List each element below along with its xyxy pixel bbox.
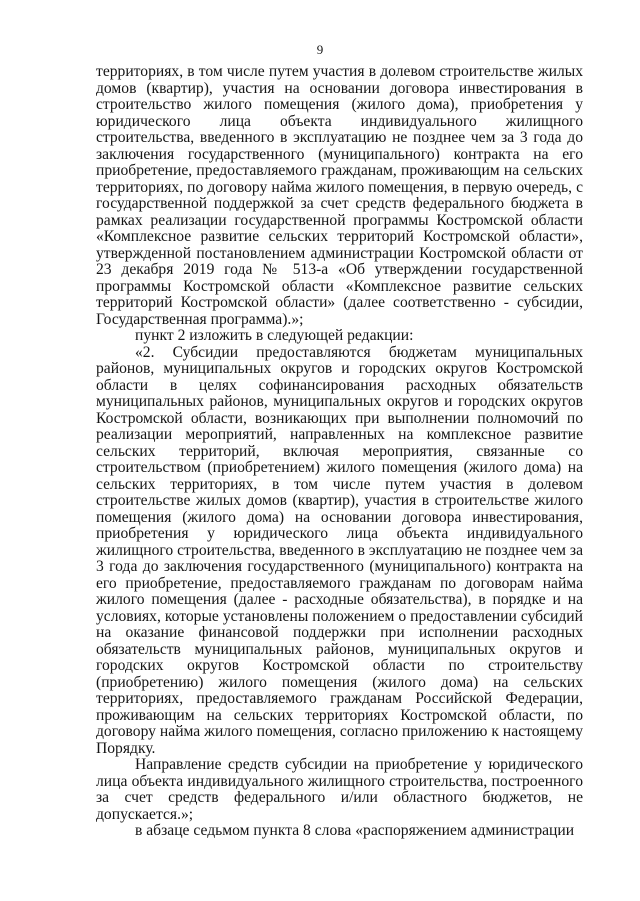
paragraph-continuation: территориях, в том числе путем участия в долевом строительстве жилых домов (квартир), участия на основании договора инвестирования в строительство жилого помещения (жилого дома), приобретения у юридического лица объекта индивидуального жилищного строительства, введенного в эксплуатацию не позднее чем за 3 года до заключения государственного (муниципального) контракта на его приобретение, предоставляемого гражданам, проживающим на сельских территориях, по договору найма жилого помещения, в первую очередь, с государственной поддержкой за счет средств федерального бюджета в рамках реализации государственной программы Костромской области «Комплексное развитие сельских территорий Костромской области», утвержденной постановлением администрации Костромской области от 23 декабря 2019 года № 513-а «Об утверждении государственной программы Костромской области «Комплексное развитие сельских территорий Костромской области» (далее соответственно - субсидии, Государственная программа).»; (96, 63, 583, 328)
document-body (96, 64, 583, 840)
paragraph-amendment-point-2: пункт 2 изложить в следующей редакции: (135, 327, 414, 344)
paragraph-amendment-point-8: в абзаце седьмом пункта 8 слова «распоряжением администрации (135, 822, 575, 839)
page-number: 9 (316, 42, 324, 57)
paragraph-subsidy-restriction: Направление средств субсидии на приобретение у юридического лица объекта индивидуального жилищного строительства, построенного за счет средств федерального и/или областного бюджетов, не допускается.»; (96, 756, 583, 823)
paragraph-new-point-2: «2. Субсидии предоставляются бюджетам муниципальных районов, муниципальных округов и городских округов Костромской области в целях софинансирования расходных обязательств муниципальных районов, муниципальных округов и городских округов Костромской области, возникающих при выполнении полномочий по реализации мероприятий, направленных на комплексное развитие сельских территорий, включая мероприятия, связанные со строительством (приобретением) жилого помещения (жилого дома) на сельских территориях, в том числе путем участия в долевом строительстве жилых домов (квартир), участия в строительстве жилого помещения (жилого дома) на основании договора инвестирования, приобретения у юридического лица объекта индивидуального жилищного строительства, введенного в эксплуатацию не позднее чем за 3 года до заключения государственного (муниципального) контракта на его приобретение, предоставляемого гражданам по договорам найма жилого помещения (далее - расходные обязательства), в порядке и на условиях, которые установлены положением о предоставлении субсидий на оказание финансовой поддержки при исполнении расходных обязательств муниципальных районов, муниципальных округов и городских округов Костромской области по строительству (приобретению) жилого помещения (жилого дома) на сельских территориях, предоставляемого гражданам Российской Федерации, проживающим на сельских территориях Костромской области, по договору найма жилого помещения, согласно приложению к настоящему Порядку. (96, 343, 583, 757)
